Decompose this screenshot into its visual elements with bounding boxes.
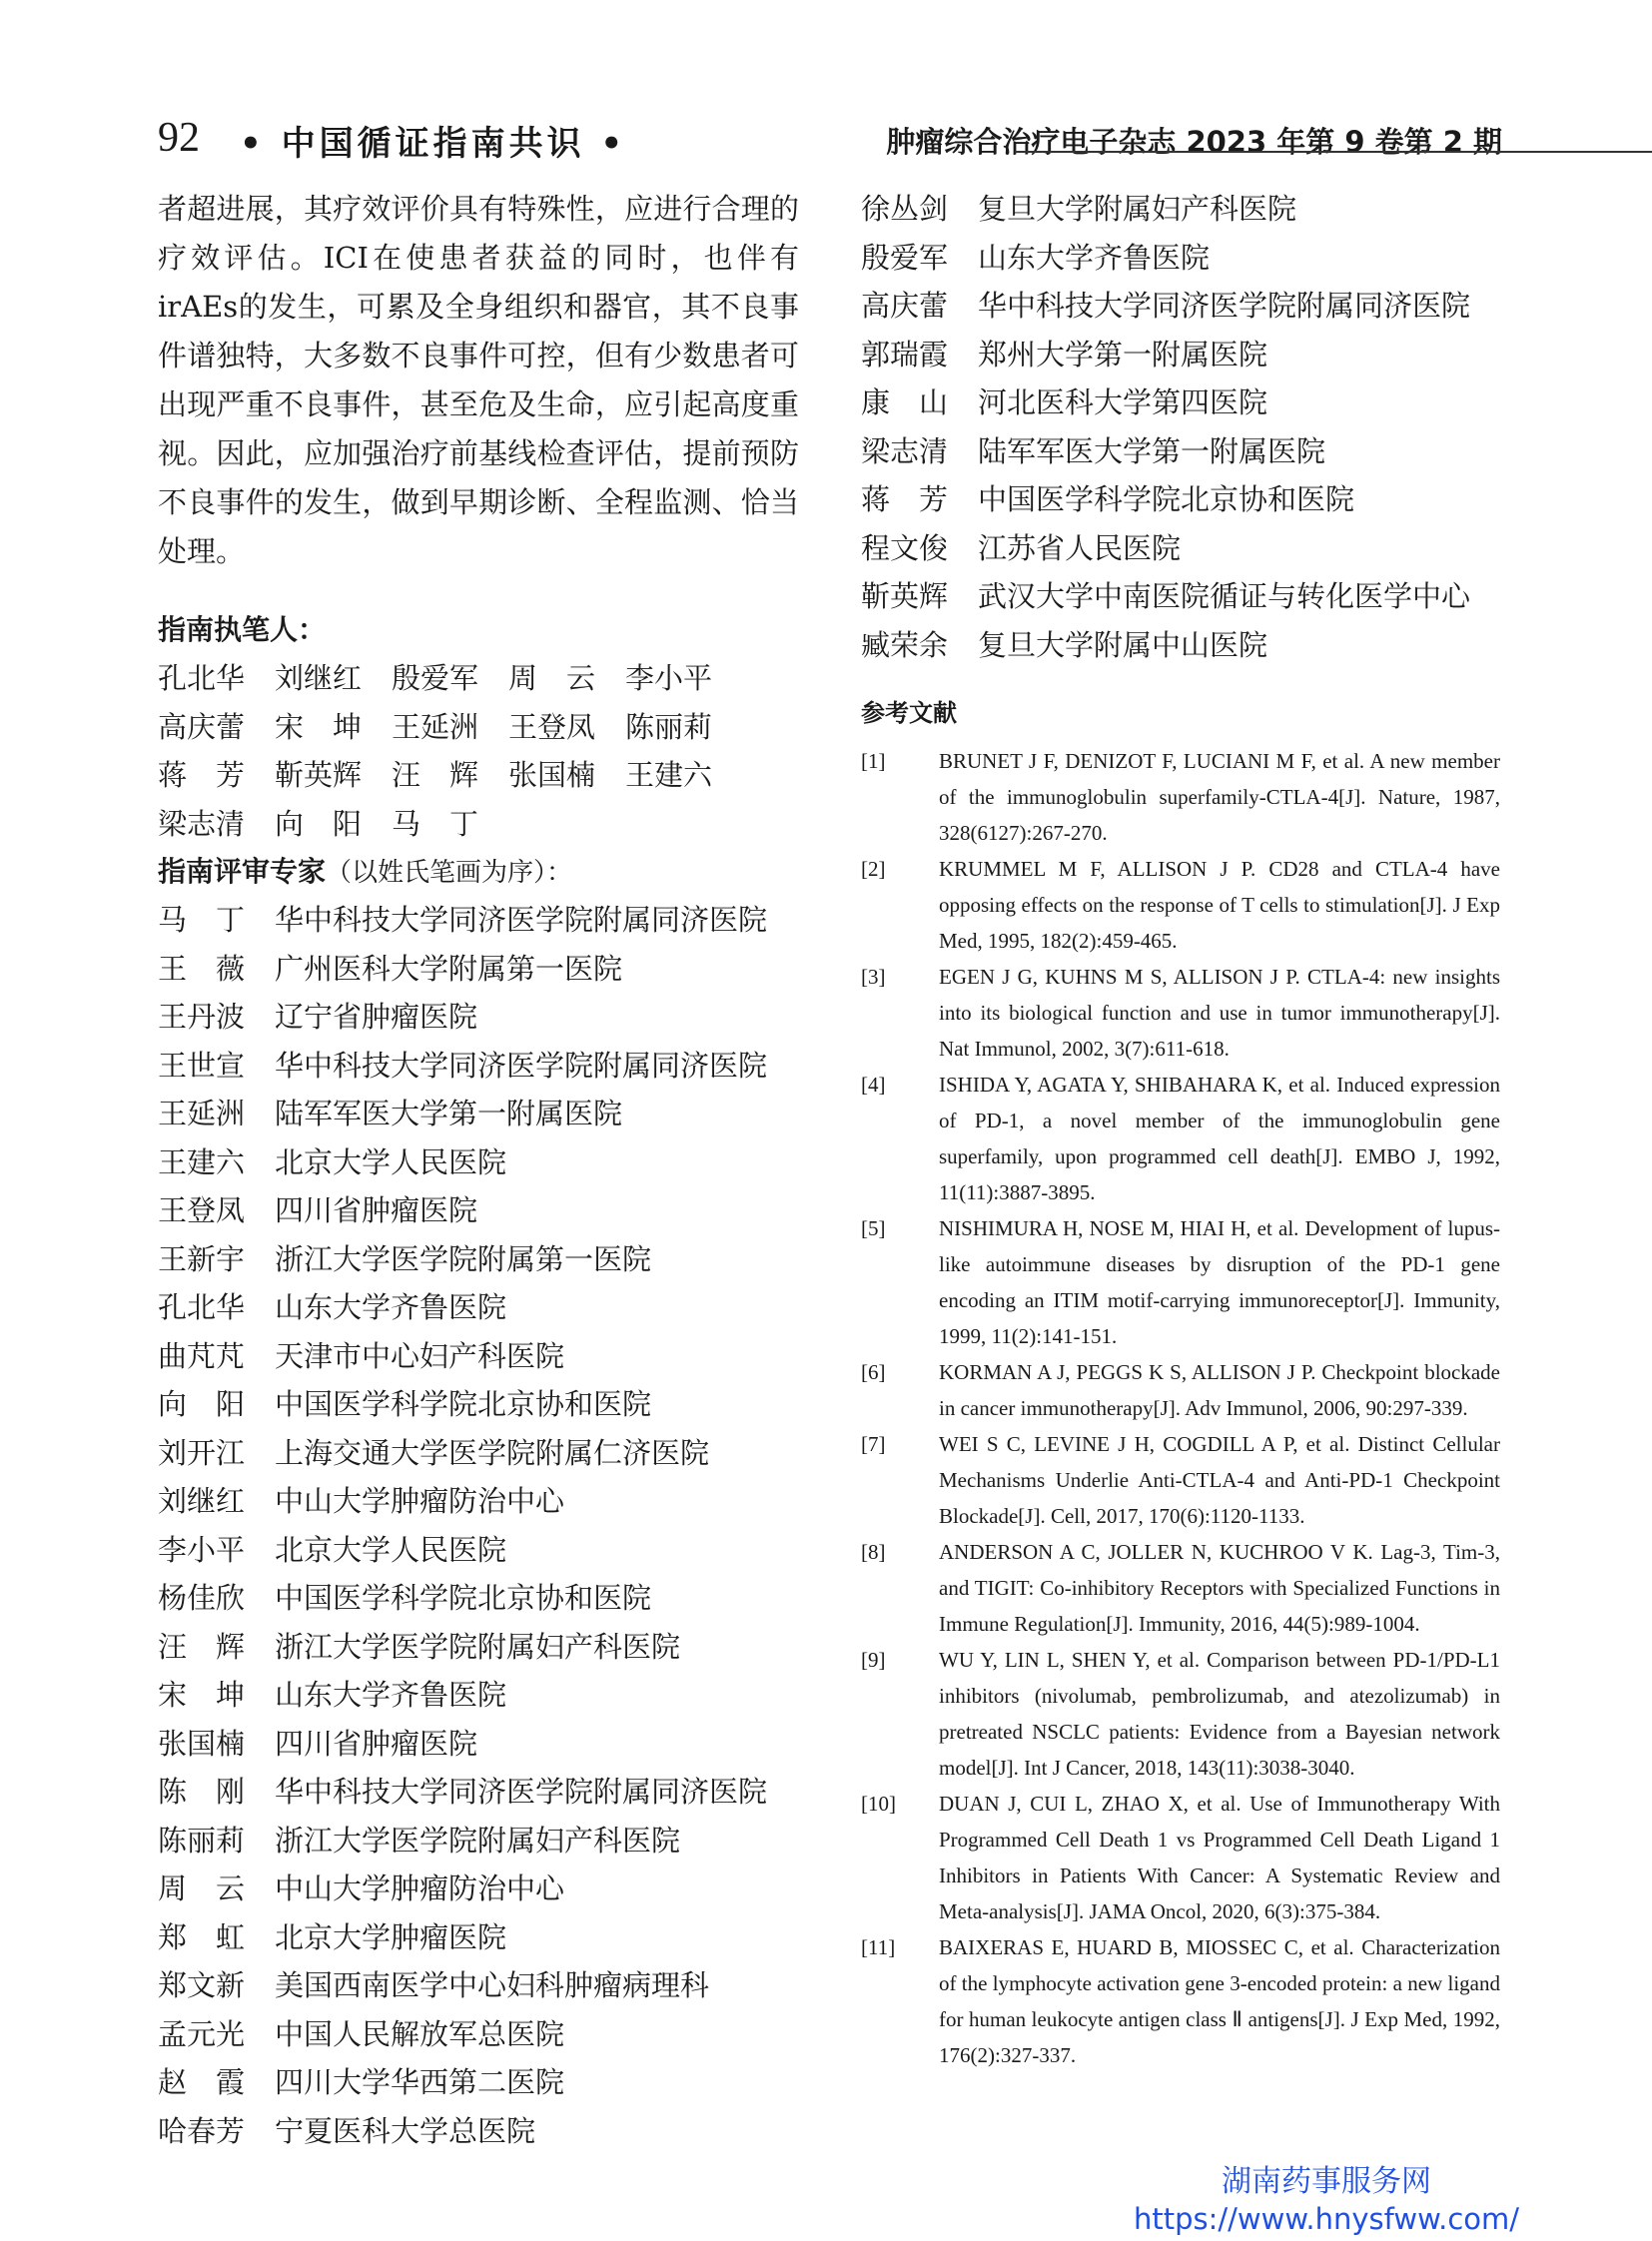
left-column: [158, 185, 799, 2155]
reviewer-institution: 北京大学人民医院: [275, 1144, 507, 1179]
reviewer-row: [158, 1961, 799, 2010]
reference-text: NISHIMURA H, NOSE M, HIAI H, et al. Development of lupus-like autoimmune diseases by disruption of the PD-1 gene encoding an ITIM motif-carrying immunoreceptor[J]. Immunity, 1999, 11(2):141-151.: [939, 1216, 1500, 1348]
reference-item: [861, 851, 1500, 959]
reviewer-row: [158, 1380, 799, 1429]
reference-number: [5]: [861, 1216, 886, 1240]
header-rule: [1015, 151, 1652, 153]
reviewer-row: [158, 1283, 799, 1332]
writer-name: 梁志清: [158, 806, 246, 841]
reviewer-name: 程文俊: [861, 530, 949, 565]
reference-text: WEI S C, LEVINE J H, COGDILL A P, et al. Distinct Cellular Mechanisms Underlie Anti-CTLA-4 and Anti-PD-1 Checkpoint Blockade[J]. Cell, 2017, 170(6):1120-1133.: [939, 1432, 1500, 1528]
reviewer-row: [158, 1913, 799, 1962]
reference-number: [8]: [861, 1540, 886, 1564]
reviewer-row: [158, 1429, 799, 1478]
reviewer-row: [158, 945, 799, 994]
reviewer-row: [158, 1768, 799, 1817]
reviewer-institution: 上海交通大学医学院附属仁济医院: [275, 1435, 710, 1470]
reference-item: [861, 1210, 1500, 1354]
watermark-name: 湖南药事服务网: [1222, 2164, 1431, 2199]
reviewer-name: 张国楠: [158, 1726, 246, 1761]
reviewer-name: 梁志清: [861, 433, 949, 468]
reference-item: [861, 1534, 1500, 1642]
reviewer-institution: 华中科技大学同济医学院附属同济医院: [275, 1048, 768, 1083]
page-number: 92: [158, 115, 200, 161]
reviewer-institution: 陆军军医大学第一附属医院: [978, 433, 1326, 468]
writer-name: 陈丽莉: [625, 709, 713, 744]
reviewer-institution: 中国人民解放军总医院: [275, 2016, 565, 2051]
reviewer-name: 陈 刚: [158, 1775, 246, 1809]
reviewer-name: 孔北华: [158, 1290, 246, 1324]
reviewer-institution: 华中科技大学同济医学院附属同济医院: [978, 289, 1471, 323]
writer-name: 王建六: [625, 758, 713, 792]
reference-number: [1]: [861, 749, 886, 773]
reviewer-institution: 浙江大学医学院附属妇产科医院: [275, 1823, 681, 1858]
reviewer-institution: 复旦大学附属妇产科医院: [978, 192, 1297, 226]
reviewer-institution: 广州医科大学附属第一医院: [275, 951, 623, 986]
reviewer-row: [158, 1623, 799, 1672]
references-list: [861, 743, 1500, 2073]
reviewer-institution: 美国西南医学中心妇科肿瘤病理科: [275, 1968, 710, 2002]
journal-title: 肿瘤综合治疗电子杂志 2023 年第 9 卷第 2 期: [886, 125, 1502, 159]
reference-item: [861, 959, 1500, 1067]
reviewer-name: 刘继红: [158, 1484, 246, 1518]
reviewer-row: [861, 475, 1500, 524]
reviewer-row: [158, 1332, 799, 1381]
reviewer-name: 蒋 芳: [861, 482, 949, 516]
reference-text: ANDERSON A C, JOLLER N, KUCHROO V K. Lag-3, Tim-3, and TIGIT: Co-inhibitory Receptors with Specialized Functions in Immune Regulation[J]. Immunity, 2016, 44(5):989-1004.: [939, 1540, 1500, 1636]
writer-name: 蒋 芳: [158, 758, 246, 792]
writers-list: [158, 654, 799, 848]
reference-text: DUAN J, CUI L, ZHAO X, et al. Use of Immunotherapy With Programmed Cell Death 1 vs Programmed Cell Death Ligand 1 Inhibitors in Patients With Cancer: A Systematic Review and Meta-analysis[J]. JAMA Oncol, 2020, 6(3):375-384.: [939, 1792, 1500, 1923]
reference-text: WU Y, LIN L, SHEN Y, et al. Comparison between PD-1/PD-L1 inhibitors (nivolumab, pembrolizumab, and atezolizumab) in pretreated NSCLC patients: Evidence from a Bayesian network model[J]. Int J Cancer, 2018, 143(11):3038-3040.: [939, 1648, 1500, 1780]
reference-item: [861, 1786, 1500, 1929]
reviewer-institution: 辽宁省肿瘤医院: [275, 1000, 478, 1034]
reviewer-name: 杨佳欣: [158, 1581, 246, 1615]
writer-name: 周 云: [508, 661, 596, 695]
reference-number: [11]: [861, 1935, 896, 1959]
reviewer-row: [158, 896, 799, 945]
reviewer-institution: 中山大学肿瘤防治中心: [275, 1871, 565, 1905]
reviewer-row: [158, 2107, 799, 2156]
reviewer-name: 李小平: [158, 1532, 246, 1567]
reviewer-row: [861, 331, 1500, 379]
reference-number: [9]: [861, 1648, 886, 1672]
reviewer-name: 徐丛剑: [861, 192, 949, 226]
writer-name: 靳英辉: [275, 758, 363, 792]
reference-text: ISHIDA Y, AGATA Y, SHIBAHARA K, et al. Induced expression of PD-1, a novel member of the immunoglobulin gene superfamily, upon programmed cell death[J]. EMBO J, 1992, 11(11):3887-3895.: [939, 1073, 1500, 1204]
writer-name: 汪 辉: [392, 758, 479, 792]
reviewer-name: 高庆蕾: [861, 289, 949, 323]
reviewers-list-left: [158, 896, 799, 2155]
writer-name: 高庆蕾: [158, 709, 246, 744]
references-heading: 参考文献: [861, 699, 957, 727]
reviewer-institution: 中国医学科学院北京协和医院: [275, 1581, 652, 1615]
writer-name: 殷爱军: [392, 661, 479, 695]
reviewer-name: 殷爱军: [861, 240, 949, 275]
writers-row: [158, 654, 799, 703]
reviewer-row: [861, 234, 1500, 283]
right-column: [861, 185, 1500, 2073]
reviewer-name: 王世宣: [158, 1048, 246, 1083]
reviewer-institution: 北京大学人民医院: [275, 1532, 507, 1567]
reviewer-name: 哈春芳: [158, 2113, 246, 2148]
reviewer-institution: 华中科技大学同济医学院附属同济医院: [275, 1775, 768, 1809]
reference-number: [3]: [861, 965, 886, 989]
writer-name: 向 阳: [275, 806, 363, 841]
writers-row: [158, 751, 799, 800]
reference-item: [861, 1067, 1500, 1210]
reviewer-name: 王建六: [158, 1144, 246, 1179]
reviewer-institution: 山东大学齐鲁医院: [275, 1678, 507, 1712]
reviewer-institution: 华中科技大学同济医学院附属同济医院: [275, 903, 768, 937]
reviewer-name: 郭瑞霞: [861, 337, 949, 372]
reviewer-institution: 天津市中心妇产科医院: [275, 1338, 565, 1373]
reference-item: [861, 1929, 1500, 2073]
reviewers-heading: 指南评审专家（以姓氏笔画为序）：: [158, 855, 573, 888]
reviewer-institution: 四川省肿瘤医院: [275, 1726, 478, 1761]
reviewer-institution: 宁夏医科大学总医院: [275, 2113, 536, 2148]
reviewer-name: 刘开江: [158, 1435, 246, 1470]
reviewer-name: 王 薇: [158, 951, 246, 986]
section-label: • 中国循证指南共识 •: [240, 124, 627, 164]
writers-row: [158, 800, 799, 849]
reviewer-institution: 浙江大学医学院附属妇产科医院: [275, 1629, 681, 1664]
reference-item: [861, 743, 1500, 851]
reviewer-institution: 中国医学科学院北京协和医院: [978, 482, 1355, 516]
reviewers-list-right: [861, 185, 1500, 669]
reference-text: EGEN J G, KUHNS M S, ALLISON J P. CTLA-4: new insights into its biological function and use in tumor immunotherapy[J]. Nat Immunol, 2002, 3(7):611-618.: [939, 965, 1500, 1061]
reviewer-name: 王登凤: [158, 1193, 246, 1227]
reviewer-institution: 复旦大学附属中山医院: [978, 627, 1268, 662]
reviewer-institution: 四川大学华西第二医院: [275, 2065, 565, 2099]
reviewer-name: 周 云: [158, 1871, 246, 1905]
reviewer-row: [861, 185, 1500, 234]
reviewer-institution: 山东大学齐鲁医院: [978, 240, 1211, 275]
writer-name: 王登凤: [508, 709, 596, 744]
reviewer-row: [861, 524, 1500, 573]
reviewer-row: [861, 621, 1500, 670]
reviewer-row: [158, 1477, 799, 1526]
reference-text: BRUNET J F, DENIZOT F, LUCIANI M F, et al. A new member of the immunoglobulin superfamily-CTLA-4[J]. Nature, 1987, 328(6127):267-270.: [939, 749, 1500, 845]
reviewer-row: [861, 427, 1500, 476]
reviewer-institution: 四川省肿瘤医院: [275, 1193, 478, 1227]
reviewer-institution: 江苏省人民医院: [978, 530, 1182, 565]
writer-name: 李小平: [625, 661, 713, 695]
reviewer-name: 郑 虹: [158, 1919, 246, 1954]
reviewer-row: [158, 1526, 799, 1575]
reference-number: [4]: [861, 1073, 886, 1097]
reference-item: [861, 1426, 1500, 1534]
reviewer-name: 曲芃芃: [158, 1338, 246, 1373]
reviewer-name: 孟元光: [158, 2016, 246, 2051]
writers-heading: 指南执笔人：: [158, 613, 327, 646]
reviewer-name: 陈丽莉: [158, 1823, 246, 1858]
reviewer-row: [158, 1865, 799, 1913]
writers-row: [158, 703, 799, 752]
reviewer-row: [158, 1042, 799, 1091]
reviewer-name: 靳英辉: [861, 579, 949, 613]
writer-name: 张国楠: [508, 758, 596, 792]
reference-text: KRUMMEL M F, ALLISON J P. CD28 and CTLA-4 have opposing effects on the response of T cells to stimulation[J]. J Exp Med, 1995, 182(2):459-465.: [939, 857, 1500, 953]
reviewer-institution: 中山大学肿瘤防治中心: [275, 1484, 565, 1518]
reviewer-row: [158, 1574, 799, 1623]
reference-item: [861, 1642, 1500, 1786]
reviewer-row: [158, 1090, 799, 1138]
reviewer-name: 向 阳: [158, 1387, 246, 1421]
reviewer-institution: 郑州大学第一附属医院: [978, 337, 1268, 372]
reviewer-row: [861, 378, 1500, 427]
reviewer-name: 康 山: [861, 385, 949, 419]
reviewer-institution: 陆军军医大学第一附属医院: [275, 1097, 623, 1130]
reviewer-name: 王延洲: [158, 1097, 246, 1130]
reference-number: [10]: [861, 1792, 896, 1816]
page-header: [158, 112, 1502, 162]
reviewer-institution: 北京大学肿瘤医院: [275, 1919, 507, 1954]
reviewer-row: [158, 1720, 799, 1769]
reviewer-name: 臧荣余: [861, 627, 949, 662]
reviewer-name: 汪 辉: [158, 1629, 246, 1664]
reviewer-institution: 河北医科大学第四医院: [978, 385, 1268, 419]
writer-name: 刘继红: [275, 661, 363, 695]
reviewer-name: 王丹波: [158, 1000, 246, 1034]
writer-name: 马 丁: [392, 806, 479, 841]
reviewer-institution: 武汉大学中南医院循证与转化医学中心: [978, 579, 1471, 613]
reviewer-row: [861, 572, 1500, 621]
reviewer-row: [158, 1138, 799, 1187]
reviewer-row: [158, 1186, 799, 1235]
reviewer-name: 赵 霞: [158, 2065, 246, 2099]
reviewer-name: 郑文新: [158, 1968, 246, 2002]
watermark-url[interactable]: https://www.hnysfww.com/: [1133, 2202, 1520, 2236]
reviewer-institution: 山东大学齐鲁医院: [275, 1290, 507, 1324]
watermark: [1127, 2163, 1526, 2237]
reference-text: KORMAN A J, PEGGS K S, ALLISON J P. Checkpoint blockade in cancer immunotherapy[J]. Adv Immunol, 2006, 90:297-339.: [939, 1360, 1500, 1420]
reviewer-row: [158, 1671, 799, 1720]
reviewer-institution: 浙江大学医学院附属第一医院: [275, 1241, 652, 1276]
reviewer-row: [158, 2058, 799, 2107]
reference-number: [7]: [861, 1432, 886, 1456]
reviewer-row: [158, 1235, 799, 1284]
writer-name: 孔北华: [158, 661, 246, 695]
writer-name: 王延洲: [392, 709, 479, 744]
intro-paragraph: 者超进展，其疗效评价具有特殊性，应进行合理的疗效评估。ICI在使患者获益的同时，也伴有irAEs的发生，可累及全身组织和器官，其不良事件谱独特，大多数不良事件可控，但有少数患者可出现严重不良事件，甚至危及生命，应引起高度重视。因此，应加强治疗前基线检查评估，提前预防不良事件的发生，做到早期诊断、全程监测、恰当处理。: [158, 192, 799, 568]
reviewer-row: [158, 1817, 799, 1866]
reference-text: BAIXERAS E, HUARD B, MIOSSEC C, et al. Characterization of the lymphocyte activation gene 3-encoded protein: a new ligand for human leukocyte antigen class Ⅱ antigens[J]. J Exp Med, 1992, 176(2):327-337.: [939, 1935, 1500, 2067]
reference-number: [2]: [861, 857, 886, 881]
reviewer-row: [158, 993, 799, 1042]
reviewer-name: 马 丁: [158, 903, 246, 937]
writer-name: 宋 坤: [275, 709, 363, 744]
reviewer-row: [861, 282, 1500, 331]
reviewer-name: 宋 坤: [158, 1678, 246, 1712]
reference-item: [861, 1354, 1500, 1426]
reviewer-name: 王新宇: [158, 1241, 246, 1276]
reviewer-institution: 中国医学科学院北京协和医院: [275, 1387, 652, 1421]
reviewer-row: [158, 2010, 799, 2059]
reference-number: [6]: [861, 1360, 886, 1384]
